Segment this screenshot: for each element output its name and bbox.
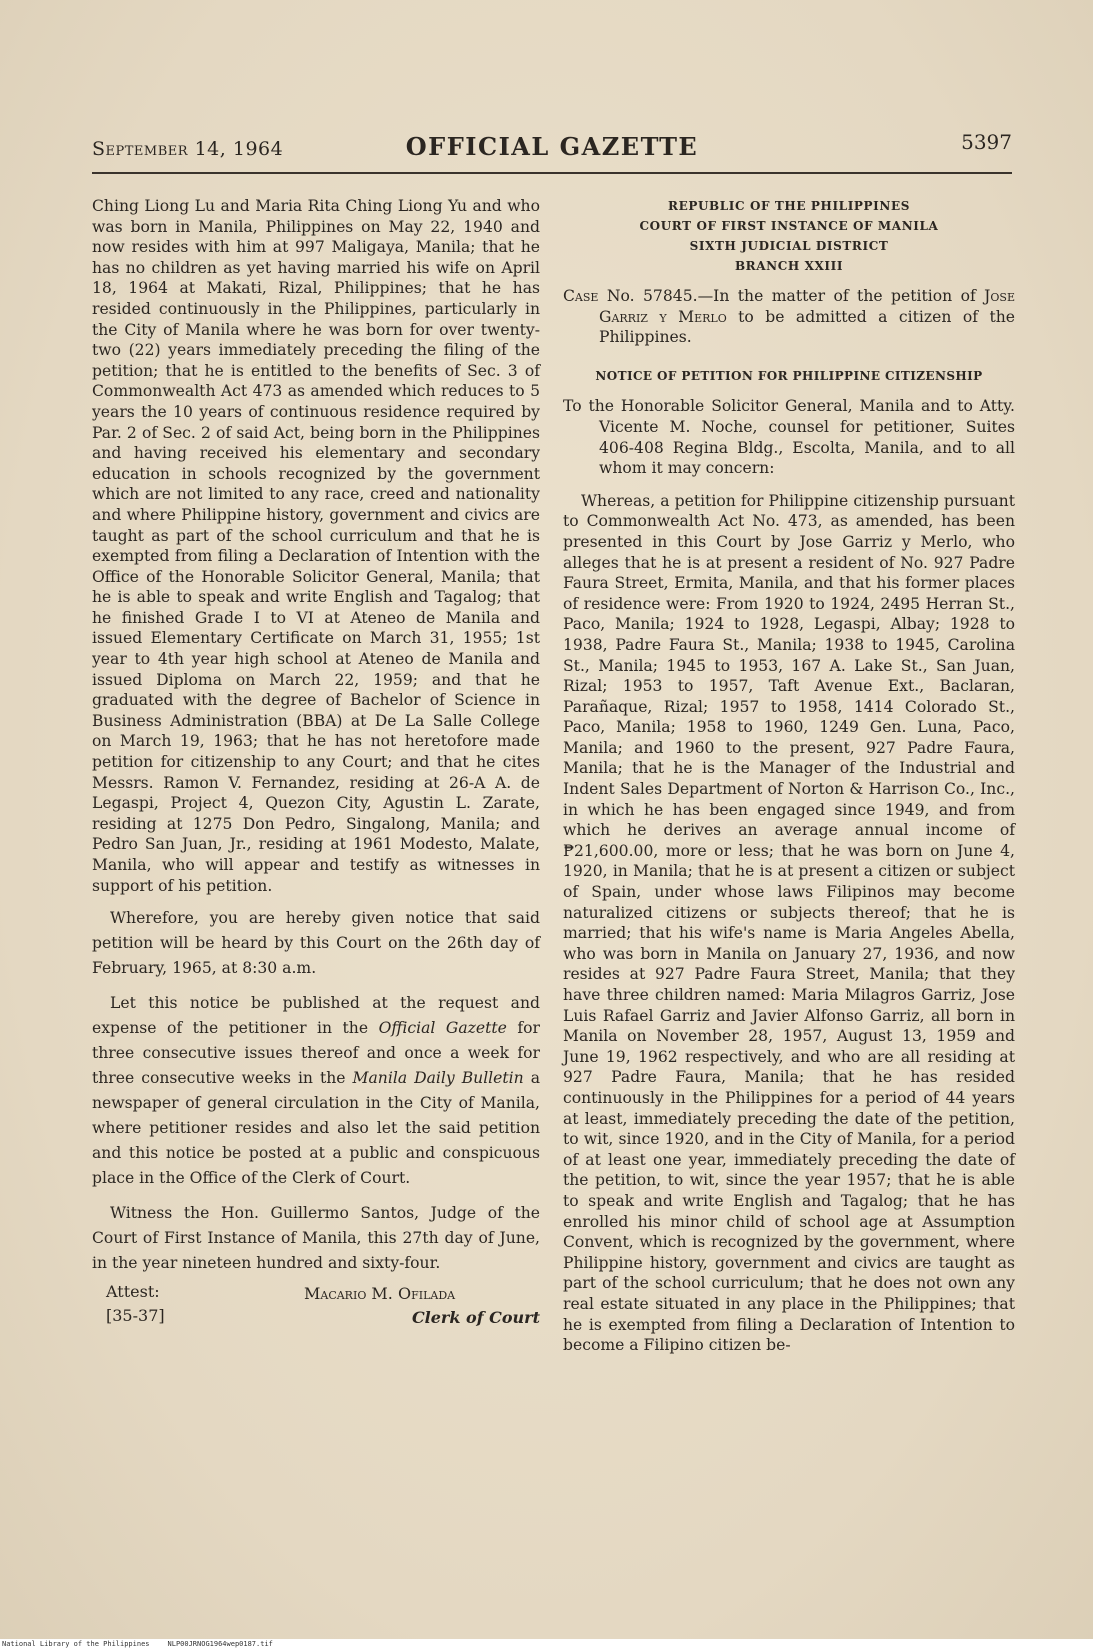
issue-reference: [35-37] — [106, 1306, 165, 1326]
page-header — [92, 130, 1012, 166]
clerk-title: Clerk of Court — [411, 1308, 540, 1328]
court-line: SIXTH JUDICIAL DISTRICT — [689, 239, 889, 253]
attestation-block — [92, 1282, 540, 1330]
publication-order-text — [92, 991, 540, 1191]
header-rule — [92, 172, 1012, 174]
court-line: COURT OF FIRST INSTANCE OF MANILA — [639, 219, 939, 233]
court-line: REPUBLIC OF THE PHILIPPINES — [668, 199, 910, 213]
witness-text: Witness the Hon. Guillermo Santos, Judge of the Court of First Instance of Manila, this 27th day of June, in the year nineteen hundred and sixty-four. — [92, 1204, 540, 1273]
right-column — [563, 196, 1015, 1356]
attest-label: Attest: — [106, 1282, 160, 1302]
left-column — [92, 196, 540, 1330]
court-line: BRANCH XXIII — [734, 259, 844, 273]
case-label: Case — [563, 287, 599, 305]
notice-title: NOTICE OF PETITION FOR PHILIPPINE CITIZENSHIP — [595, 368, 983, 383]
petitioner-name: Jose Garriz y Merlo — [599, 287, 1015, 326]
scan-footer — [0, 1639, 1093, 1650]
whereas-text: Whereas, a petition for Philippine citizenship pursuant to Commonwealth Act No. 473, as amended, has been presented in this Court by Jose Garriz y Merlo, who alleges that he is at present a resident of No. 927 Padre Faura Street, Ermita, Manila, and that his former places of residence were: From 1920 to 1924, 2495 Herran St., Paco, Manila; 1924 to 1928, Legaspi, Albay; 1928 to 1938, Padre Faura St., Manila; 1938 to 1945, Carolina St., Manila; 1945 to 1953, 167 A. Lake St., San Juan, Rizal; 1953 to 1957, Taft Avenue Ext., Baclaran, Parañaque, Rizal; 1957 to 1958, 1414 Colorado St., Paco, Manila; 1958 to 1960, 1249 Gen. Luna, Paco, Manila; and 1960 to the present, 927 Padre Faura, Manila; that he is the Manager of the Industrial and Indent Sales Department of Norton & Harrison Co., Inc., in which he has been engaged since 1949, and from which he derives an average annual income of ₱21,600.00, more or less; that he was born on June 4, 1920, in Manila; that he is at present a citizen or subject of Spain, under whose laws Filipinos may become naturalized citizens or subjects thereof; that he is married; that his wife's name is Maria Angeles Abella, who was born in Manila on January 27, 1936, and now resides at 927 Padre Faura Street, Manila; that they have three children named: Maria Milagros Garriz, Jose Luis Rafael Garriz and Javier Alfonso Garriz, all born in Manila on November 28, 1957, August 13, 1959 and June 19, 1962 respectively, and who are all residing at 927 Padre Faura, Manila; that he has resided continuously in the Philippines for a period of 44 years at least, immediately preceding the date of the petition, to wit, since 1920, and in the City of Manila, for a period of at least one year, immediately preceding the date of the petition, to wit, since the year 1957; that he is able to speak and write English and Tagalog; that he has enrolled his minor child of school age at Assumption Convent, which is recognized by the government, where Philippine history, government and civics are taught as part of the school curriculum; that he does not own any real estate situated in any place in the Philippines; that he is exempted from filing a Declaration of Intention to become a Filipino citizen be- — [563, 491, 1015, 1355]
newspaper-name: Manila Daily Bulletin — [352, 1069, 524, 1088]
petition-continuation-text: Ching Liong Lu and Maria Rita Ching Liong Yu and who was born in Manila, Philippines on May 22, 1940 and now resides with him at 997 Maligaya, Manila; that he has no children as yet having married his wife on April 18, 1964 at Makati, Rizal, Philippines; that he has resided continuously in the Philippines, particularly in the City of Manila where he was born for over twenty-two (22) years immediately preceding the filing of the petition; that he is entitled to the benefits of Sec. 3 of Commonwealth Act 473 as amended which reduces to 5 years the 10 years of continuous residence required by Par. 2 of Sec. 2 of said Act, being born in the Philippines and having received his elementary and secondary education in schools recognized by the government which are not limited to any race, creed and nationality and where Philippine history, government and civics are taught as part of the school curriculum and that he is exempted from filing a Declaration of Intention with the Office of the Honorable Solicitor General, Manila; that he is able to speak and write English and Tagalog; that he finished Grade I to VI at Ateneo de Manila and issued Elementary Certificate on March 31, 1955; 1st year to 4th year high school at Ateneo de Manila and issued Diploma on March 22, 1959; and that he graduated with the degree of Bachelor of Science in Business Administration (BBA) at De La Salle College on March 19, 1963; that he has not heretofore made petition for citizenship to any Court; and that he cites Messrs. Ramon V. Fernandez, residing at 26-A A. de Legaspi, Project 4, Quezon City, Agustin L. Zarate, residing at 1275 Don Pedro, Singalong, Manila; and Pedro San Juan, Jr., residing at 1961 Modesto, Malate, Manila, who will appear and testify as witnesses in support of his petition. — [92, 197, 540, 895]
case-caption-part-1: No. 57845.—In the matter of the petition of — [598, 287, 985, 305]
page-number: 5397 — [961, 130, 1012, 154]
issue-date: September 14, 1964 — [92, 138, 284, 160]
publication-order-part-2: for three consecutive issues thereof and once a week for three consecutive weeks in the — [92, 1019, 540, 1088]
publication-title: OFFICIAL GAZETTE — [405, 132, 699, 161]
case-caption-part-2: to be admitted a citizen of the Philippines. — [599, 307, 1015, 347]
publication-order-part-3: a newspaper of general circulation in the City of Manila, where petitioner resides and also let the said petition and this notice be posted at a public and conspicuous place in the Office of the Clerk of Court. — [92, 1069, 541, 1188]
case-caption — [563, 286, 1015, 348]
official-gazette-name: Official Gazette — [378, 1019, 507, 1038]
hearing-notice-text: Wherefore, you are hereby given notice that said petition will be heard by this Court on the 26th day of February, 1965, at 8:30 a.m. — [92, 909, 540, 978]
library-credit: National Library of the Philippines — [2, 1640, 150, 1648]
scan-filename: NLP00JRNOG1964wep0187.tif — [167, 1640, 273, 1648]
court-heading — [563, 196, 1015, 276]
publication-order-part-1: Let this notice be published at the request and expense of the petitioner in the — [92, 994, 540, 1038]
clerk-name: Macario M. Ofilada — [304, 1284, 456, 1304]
addressee-text: To the Honorable Solicitor General, Manila and to Atty. Vicente M. Noche, counsel for petitioner, Suites 406-408 Regina Bldg., Escolta, Manila, and to all whom it may concern: — [563, 397, 1015, 478]
